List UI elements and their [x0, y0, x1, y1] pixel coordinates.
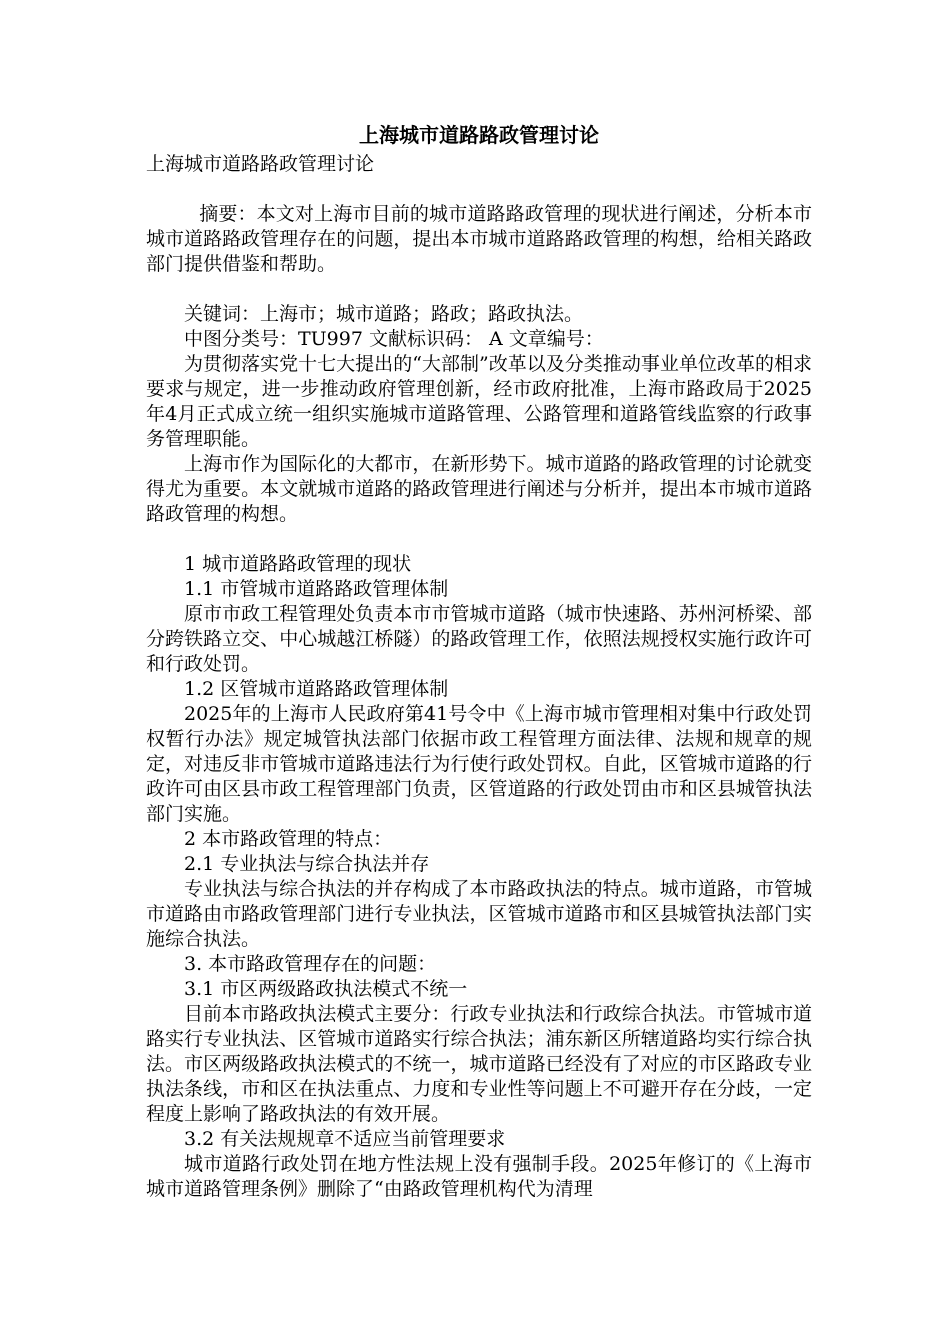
- section-heading-2-1: 2.1 专业执法与综合执法并存: [184, 853, 430, 875]
- keywords-line: 关键词：上海市；城市道路；路政；路政执法。: [184, 303, 584, 325]
- intro-paragraph-2: 上海市作为国际化的大都市，在新形势下。城市道路的路政管理的讨论就变得尤为重要。本文就城市道路的路政管理进行阐述与分析并，提出本市城市道路路政管理的构想。: [146, 453, 812, 525]
- spacer: [146, 177, 812, 202]
- section-paragraph-1-1: 原市市政工程管理处负责本市市管城市道路（城市快速路、苏州河桥梁、部分跨铁路立交、中心城越江桥隧）的路政管理工作，依照法规授权实施行政许可和行政处罚。: [146, 603, 812, 675]
- section-heading-3-1: 3.1 市区两级路政执法模式不统一: [184, 978, 468, 1000]
- section-heading-2: 2 本市路政管理的特点：: [184, 828, 393, 850]
- spacer: [146, 277, 812, 302]
- section-paragraph-3-1: 目前本市路政执法模式主要分：行政专业执法和行政综合执法。市管城市道路实行专业执法、区管城市道路实行综合执法；浦东新区所辖道路均实行综合执法。市区两级路政执法模式的不统一，城市道路已经没有了对应的市区路政专业执法条线，市和区在执法重点、力度和专业性等问题上不可避开存在分歧，一定程度上影响了路政执法的有效开展。: [146, 1003, 812, 1125]
- section-heading-1-2: 1.2 区管城市道路路政管理体制: [184, 678, 449, 700]
- section-heading-3-2: 3.2 有关法规规章不适应当前管理要求: [184, 1128, 506, 1150]
- spacer: [146, 527, 812, 552]
- abstract-paragraph: 摘要：本文对上海市目前的城市道路路政管理的现状进行阐述，分析本市城市道路路政管理存在的问题，提出本市城市道路路政管理的构想，给相关路政部门提供借鉴和帮助。: [146, 203, 812, 275]
- section-paragraph-2-1: 专业执法与综合执法的并存构成了本市路政执法的特点。城市道路，市管城市道路由市路政管理部门进行专业执法，区管城市道路市和区县城管执法部门实施综合执法。: [146, 878, 812, 950]
- document-title: 上海城市道路路政管理讨论: [359, 123, 599, 147]
- classification-line: 中图分类号：TU997 文献标识码： A 文章编号：: [184, 328, 604, 350]
- document-subtitle: 上海城市道路路政管理讨论: [146, 153, 375, 175]
- intro-paragraph-1: 为贯彻落实党十七大提出的“大部制”改革以及分类推动事业单位改革的相求要求与规定，进一步推动政府管理创新，经市政府批准，上海市路政局于2025年4月正式成立统一组织实施城市道路管理、公路管理和道路管线监察的行政事务管理职能。: [146, 353, 812, 450]
- section-paragraph-3-2: 城市道路行政处罚在地方性法规上没有强制手段。2025年修订的《上海市城市道路管理条例》删除了“由路政管理机构代为清理: [146, 1153, 812, 1200]
- section-heading-3: 3. 本市路政管理存在的问题：: [184, 953, 437, 975]
- section-heading-1: 1 城市道路路政管理的现状: [184, 553, 412, 575]
- document-page: [146, 118, 812, 1202]
- section-paragraph-1-2: 2025年的上海市人民政府第41号令中《上海市城市管理相对集中行政处罚权暂行办法》规定城管执法部门依据市政工程管理方面法律、法规和规章的规定，对违反非市管城市道路违法行为行使行政处罚权。自此，区管城市道路的行政许可由区县市政工程管理部门负责，区管道路的行政处罚由市和区县城管执法部门实施。: [146, 703, 812, 825]
- section-heading-1-1: 1.1 市管城市道路路政管理体制: [184, 578, 449, 600]
